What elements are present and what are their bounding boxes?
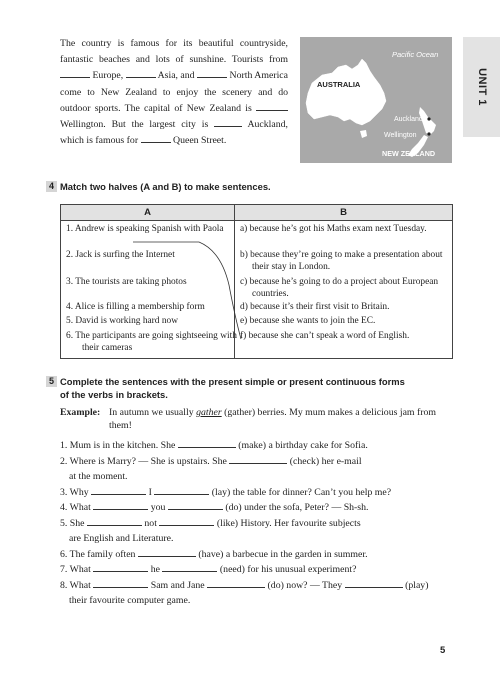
blank-field[interactable] [141, 133, 171, 143]
example-label: Example: [60, 407, 101, 418]
question-2 [60, 454, 460, 485]
intro-text-6: Auckland, which is famous for [60, 119, 288, 147]
blank-field[interactable] [229, 454, 287, 464]
question-3-text: 3. Why [60, 486, 89, 498]
blank-field[interactable] [162, 562, 217, 572]
nz-label: NEW ZEALAND [382, 149, 436, 158]
question-7-text-mid: he [150, 564, 160, 575]
question-8 [60, 578, 460, 609]
blank-field[interactable] [60, 68, 90, 78]
item-b-d: d) because it’s their first visit to Britain. [240, 302, 390, 312]
example-after: (gather) berries. My mum makes a delicious jam from them! [109, 407, 437, 431]
question-3-text-end: (lay) the table for dinner? Can’t you help me? [211, 486, 392, 498]
blank-field[interactable] [138, 547, 196, 557]
item-b-e: e) because she wants to join the EC. [240, 316, 376, 326]
question-8-text-mid: Sam and Jane [150, 579, 205, 591]
item-b-a: a) because he’s got his Maths exam next Tuesday. [240, 224, 427, 234]
blank-field[interactable] [87, 516, 142, 526]
question-6-text-end: (have) a barbecue in the garden in summer. [198, 548, 368, 560]
blank-field[interactable] [91, 485, 146, 495]
question-7-text-end: (need) for his unusual experiment? [219, 564, 357, 575]
blank-field[interactable] [178, 438, 236, 448]
exercise-4-title: Match two halves (A and B) to make sentences. [60, 181, 271, 192]
question-4 [60, 500, 460, 516]
wellington-label: Wellington [384, 132, 417, 139]
item-b-f: f) because she can’t speak a word of English. [240, 331, 410, 341]
wellington-dot [427, 132, 430, 135]
question-3-text-mid: I [148, 486, 152, 498]
example-verb: gather [196, 407, 222, 418]
blank-field[interactable] [197, 68, 227, 78]
blank-field[interactable] [168, 500, 223, 510]
question-5 [60, 516, 460, 547]
item-a-5: 5. David is working hard now [66, 316, 178, 326]
item-a-2: 2. Jack is surfing the Internet [66, 250, 175, 260]
intro-text-7: Queen Street. [173, 135, 227, 147]
question-4-text: 4. What [60, 502, 91, 513]
question-2-text-end: at the moment. [69, 471, 128, 482]
blank-field[interactable] [214, 117, 242, 127]
question-1 [60, 438, 460, 454]
example-text [109, 406, 454, 432]
page-number: 5 [440, 645, 446, 656]
exercise-5-title-line2: of the verbs in brackets. [60, 388, 168, 400]
unit-tab [463, 37, 500, 137]
question-5-text-mid: not [144, 517, 157, 529]
question-5-text-cont: are English and Literature. [69, 533, 174, 544]
intro-text-5: Wellington. But the largest city is [60, 119, 209, 131]
australia-label: AUSTRALIA [317, 80, 361, 89]
question-5-text-end: (like) History. Her favourite subjects [216, 517, 361, 529]
blank-field[interactable] [207, 578, 265, 588]
blank-field[interactable] [93, 500, 148, 510]
auckland-dot [427, 117, 430, 120]
column-b-header: B [235, 205, 452, 221]
question-1-text: 1. Mum is in the kitchen. She [60, 440, 176, 451]
question-8-text-cont: their favourite computer game. [69, 595, 191, 606]
question-6-text: 6. The family often [60, 548, 136, 560]
ocean-label: Pacific Ocean [392, 50, 439, 59]
intro-text-1: The country is famous for its beautiful countryside, fantastic beaches and lots of sunshine. Tourists from [60, 38, 288, 66]
question-2-text: 2. Where is Marry? — She is upstairs. She [60, 455, 227, 467]
blank-field[interactable] [126, 68, 156, 78]
question-6 [60, 547, 460, 563]
question-4-text-mid: you [150, 502, 166, 513]
question-3 [60, 485, 460, 501]
blank-field[interactable] [93, 562, 148, 572]
australia-nz-map [300, 37, 452, 163]
blank-field[interactable] [154, 485, 209, 495]
exercise-5-list [60, 438, 460, 609]
question-5-text: 5. She [60, 517, 85, 529]
item-b-b: b) because they’re going to make a presentation about their stay in London. [240, 250, 443, 272]
blank-field[interactable] [256, 101, 288, 111]
auckland-label: Auckland [394, 116, 423, 123]
exercise-4-header [46, 181, 271, 194]
match-table [60, 204, 453, 359]
intro-text-2: Europe, [92, 70, 124, 82]
question-1-text-end: (make) a birthday cake for Sofia. [238, 440, 368, 451]
question-8-text-mid2: (do) now? — They [267, 579, 343, 591]
question-8-text: 8. What [60, 579, 91, 591]
item-a-6: 6. The participants are going sightseeing with their cameras [66, 331, 237, 353]
column-a-header: A [61, 205, 235, 221]
item-a-3: 3. The tourists are taking photos [66, 277, 187, 287]
question-2-text-mid: (check) her e-mail [289, 455, 362, 467]
example-before: In autumn we usually [109, 407, 197, 418]
blank-field[interactable] [159, 516, 214, 526]
unit-tab-label: UNIT 1 [475, 68, 488, 106]
exercise-5-number: 5 [46, 376, 57, 387]
exercise-5-title [60, 376, 405, 401]
question-8-text-end: (play) [405, 579, 429, 591]
question-7 [60, 562, 460, 578]
question-4-text-end: (do) under the sofa, Peter? — Sh-sh. [225, 502, 369, 513]
intro-text-4: North America come to New Zealand to enjoy the scenery and do outdoor sports. The capital of New Zealand is [60, 70, 288, 114]
blank-field[interactable] [345, 578, 403, 588]
intro-text-3: Asia, and [157, 70, 195, 82]
item-b-c: c) because he’s going to do a project about European countries. [240, 277, 439, 299]
exercise-4-number: 4 [46, 181, 57, 192]
exercise-5-title-line1: Complete the sentences with the present simple or present continuous forms [60, 376, 405, 387]
question-7-text: 7. What [60, 564, 91, 575]
item-a-1: 1. Andrew is speaking Spanish with Paola [66, 224, 224, 234]
intro-paragraph [60, 36, 288, 149]
blank-field[interactable] [93, 578, 148, 588]
exercise-5-header [46, 376, 405, 401]
item-a-4: 4. Alice is filling a membership form [66, 302, 205, 312]
